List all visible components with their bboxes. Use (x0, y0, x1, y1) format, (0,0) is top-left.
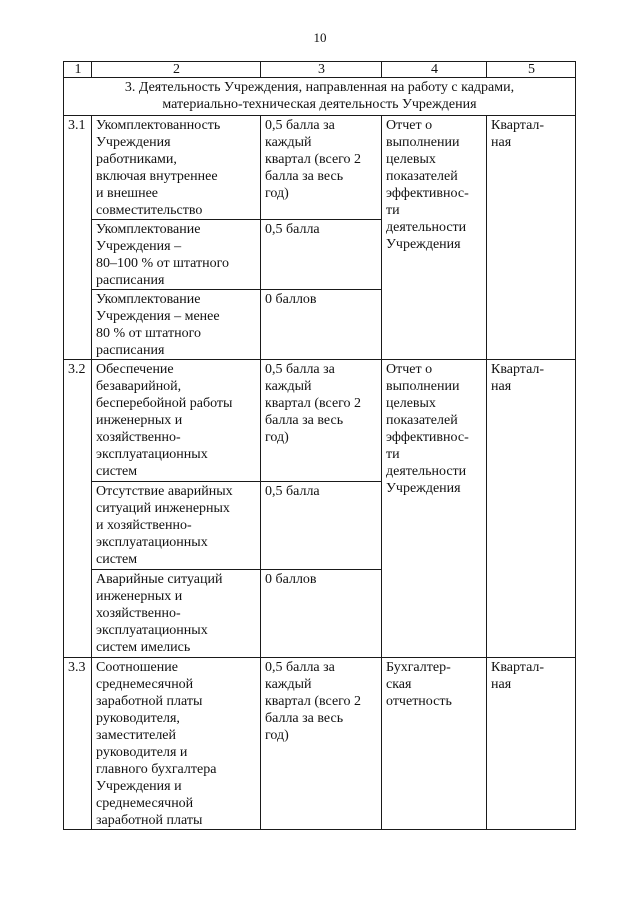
score-cell: 0,5 балла за каждый квартал (всего 2 балла за весь год) (261, 360, 382, 482)
score-cell: 0 баллов (261, 290, 382, 360)
table-header-row (64, 62, 576, 78)
column-number-3: 3 (261, 62, 382, 78)
indicator-cell: Соотношение среднемесячной заработной платы руководителя, заместителей руководителя и главного бухгалтера Учреждения и среднемесячной заработной платы (92, 658, 261, 830)
score-cell: 0,5 балла (261, 482, 382, 570)
criterion-number: 3.3 (64, 658, 92, 830)
indicator-cell: Укомплектование Учреждения – 80–100 % от штатного расписания (92, 220, 261, 290)
criterion-number: 3.2 (64, 360, 92, 658)
table-row (64, 360, 576, 482)
report-cell: Отчет о выполнении целевых показателей эффективнос- ти деятельности Учреждения (382, 116, 487, 360)
indicator-cell: Укомплектование Учреждения – менее 80 % от штатного расписания (92, 290, 261, 360)
period-cell: Квартал- ная (487, 360, 576, 658)
report-cell: Отчет о выполнении целевых показателей эффективнос- ти деятельности Учреждения (382, 360, 487, 658)
table-row (64, 658, 576, 830)
period-cell: Квартал- ная (487, 116, 576, 360)
column-number-4: 4 (382, 62, 487, 78)
score-cell: 0,5 балла за каждый квартал (всего 2 балла за весь год) (261, 116, 382, 220)
indicator-cell: Аварийные ситуаций инженерных и хозяйственно- эксплуатационных систем имелись (92, 570, 261, 658)
score-cell: 0,5 балла (261, 220, 382, 290)
table-row (64, 116, 576, 220)
column-number-5: 5 (487, 62, 576, 78)
column-number-1: 1 (64, 62, 92, 78)
criterion-number: 3.1 (64, 116, 92, 360)
score-cell: 0 баллов (261, 570, 382, 658)
section-heading-row (64, 78, 576, 116)
section-title: 3. Деятельность Учреждения, направленная на работу с кадрами, материально-техническая деятельность Учреждения (64, 78, 576, 116)
indicator-cell: Отсутствие аварийных ситуаций инженерных и хозяйственно- эксплуатационных систем (92, 482, 261, 570)
period-cell: Квартал- ная (487, 658, 576, 830)
criteria-table (63, 61, 576, 830)
indicator-cell: Обеспечение безаварийной, бесперебойной работы инженерных и хозяйственно- эксплуатационных систем (92, 360, 261, 482)
column-number-2: 2 (92, 62, 261, 78)
page-number: 10 (313, 30, 327, 45)
indicator-cell: Укомплектованность Учреждения работниками, включая внутреннее и внешнее совместительство (92, 116, 261, 220)
score-cell: 0,5 балла за каждый квартал (всего 2 балла за весь год) (261, 658, 382, 830)
report-cell: Бухгалтер- ская отчетность (382, 658, 487, 830)
